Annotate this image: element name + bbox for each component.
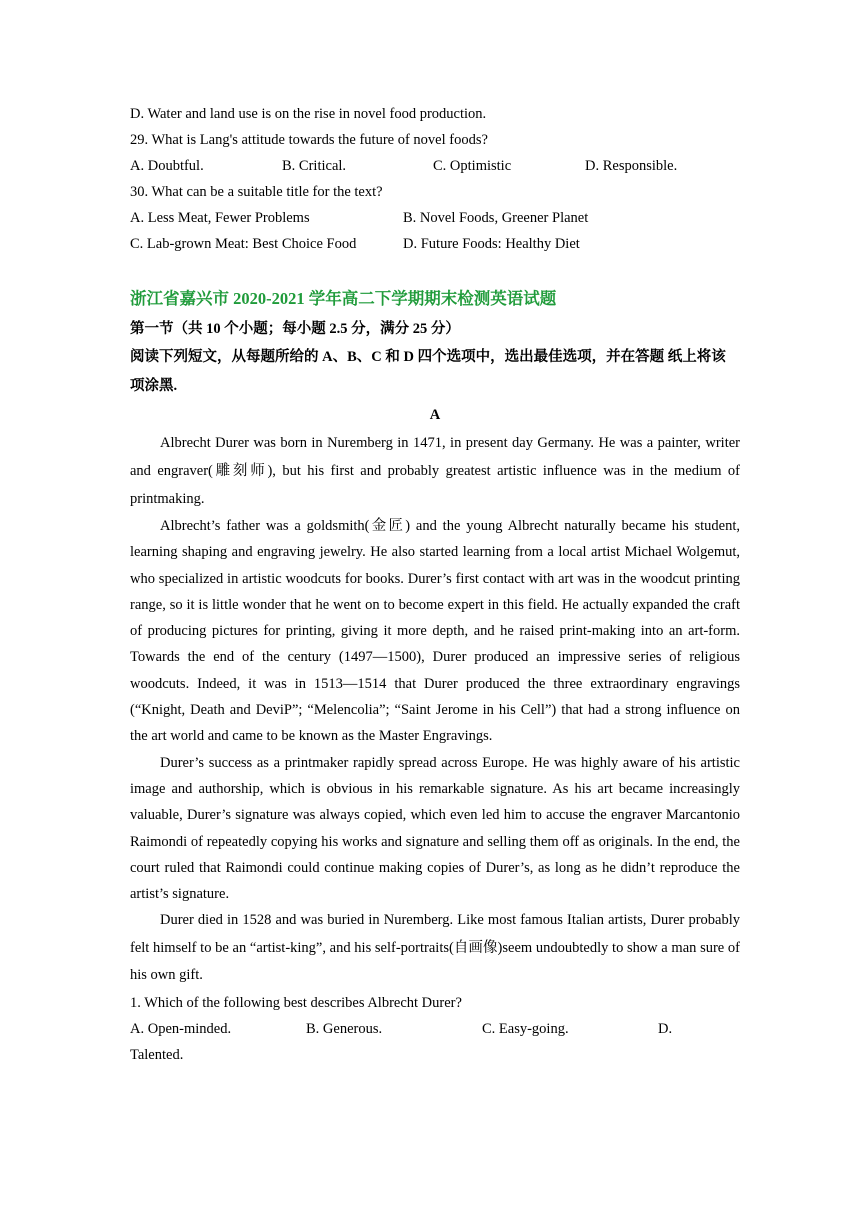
q29-option-a: A. Doubtful. — [130, 158, 204, 174]
q1-option-d-text: Talented. — [130, 1046, 184, 1063]
passage-paragraph-1: Albrecht Durer was born in Nuremberg in 1471, in present day Germany. He was a painter, writer and engraver(雕刻师), but his first and probably greatest artistic influence was in the medium of printmaking. — [130, 435, 740, 507]
q29-stem: 29. What is Lang's attitude towards the future of novel foods? — [130, 132, 488, 148]
q1-options — [130, 1016, 740, 1042]
section-instruction: 阅读下列短文，从每题所给的 A、B、C 和 D 四个选项中，选出最佳选项，并在答题 纸上将该项涂黑. — [130, 349, 726, 394]
passage-paragraph-2: Albrecht’s father was a goldsmith(金匠) and the young Albrecht naturally became his student, learning shaping and engraving jewelry. He also started learning from a local artist Michael Wolgemut, who specialized in artistic woodcuts for books. Durer’s first contact with art was in the woodcut printing range, so it is little wonder that he went on to become expert in this field. He actually expanded the craft of producing pictures for printing, giving it more depth, and he raised print-making into an art-form. Towards the end of the century (1497—1500), Durer produced an impressive series of religious woodcuts. Indeed, it was in 1513—1514 that Durer produced the three extraordinary engravings (“Knight, Death and DeviP”; “Melencolia”; “Saint Jerome in his Cell”) that had a strong influence on the art world and came to be known as the Master Engravings. — [130, 518, 740, 745]
section-subtitle: 第一节（共 10 个小题；每小题 2.5 分，满分 25 分） — [130, 321, 460, 337]
q1-option-d: D. — [658, 1020, 673, 1037]
q28-option-d: D. Water and land use is on the rise in novel food production. — [130, 106, 487, 122]
passage-paragraph-4: Durer died in 1528 and was buried in Nuremberg. Like most famous Italian artists, Durer probably felt himself to be an “artist-king”, and his self-portraits(自画像)seem undoubtedly to show a man sure of his own gift. — [130, 912, 740, 984]
q1-stem: 1. Which of the following best describes Albrecht Durer? — [130, 994, 462, 1011]
q30-options-row2 — [130, 231, 740, 257]
passage-label: A — [429, 407, 441, 423]
q1-option-a: A. Open-minded. — [130, 1020, 232, 1037]
q1-option-c: C. Easy-going. — [482, 1020, 569, 1037]
section-title: 浙江省嘉兴市 2020-2021 学年高二下学期期末检测英语试题 — [130, 289, 557, 308]
passage-paragraph-3: Durer’s success as a printmaker rapidly spread across Europe. He was highly aware of his artistic image and authorship, which is obvious in his remarkable signature. As his art became increasingly valuable, Durer’s signature was always copied, which even led him to accuse the engraver Marcantonio Raimondi of repeatedly copying his works and signature and selling them off as originals. In the end, the court ruled that Raimondi could continue making copies of Durer’s, as long as he didn’t reproduce the artist’s signature. — [130, 754, 740, 903]
q29-option-d: D. Responsible. — [585, 158, 678, 174]
q30-option-a: A. Less Meat, Fewer Problems — [130, 210, 310, 226]
q30-option-d: D. Future Foods: Healthy Diet — [403, 236, 580, 252]
q30-option-c: C. Lab-grown Meat: Best Choice Food — [130, 236, 357, 252]
q29-option-c: C. Optimistic — [433, 158, 512, 174]
q30-options-row1 — [130, 205, 740, 231]
q30-option-b: B. Novel Foods, Greener Planet — [403, 210, 589, 226]
q29-options — [130, 153, 740, 179]
q30-stem: 30. What can be a suitable title for the text? — [130, 184, 383, 200]
document-page — [130, 101, 740, 1068]
q1-option-b: B. Generous. — [306, 1020, 383, 1037]
q29-option-b: B. Critical. — [282, 158, 347, 174]
